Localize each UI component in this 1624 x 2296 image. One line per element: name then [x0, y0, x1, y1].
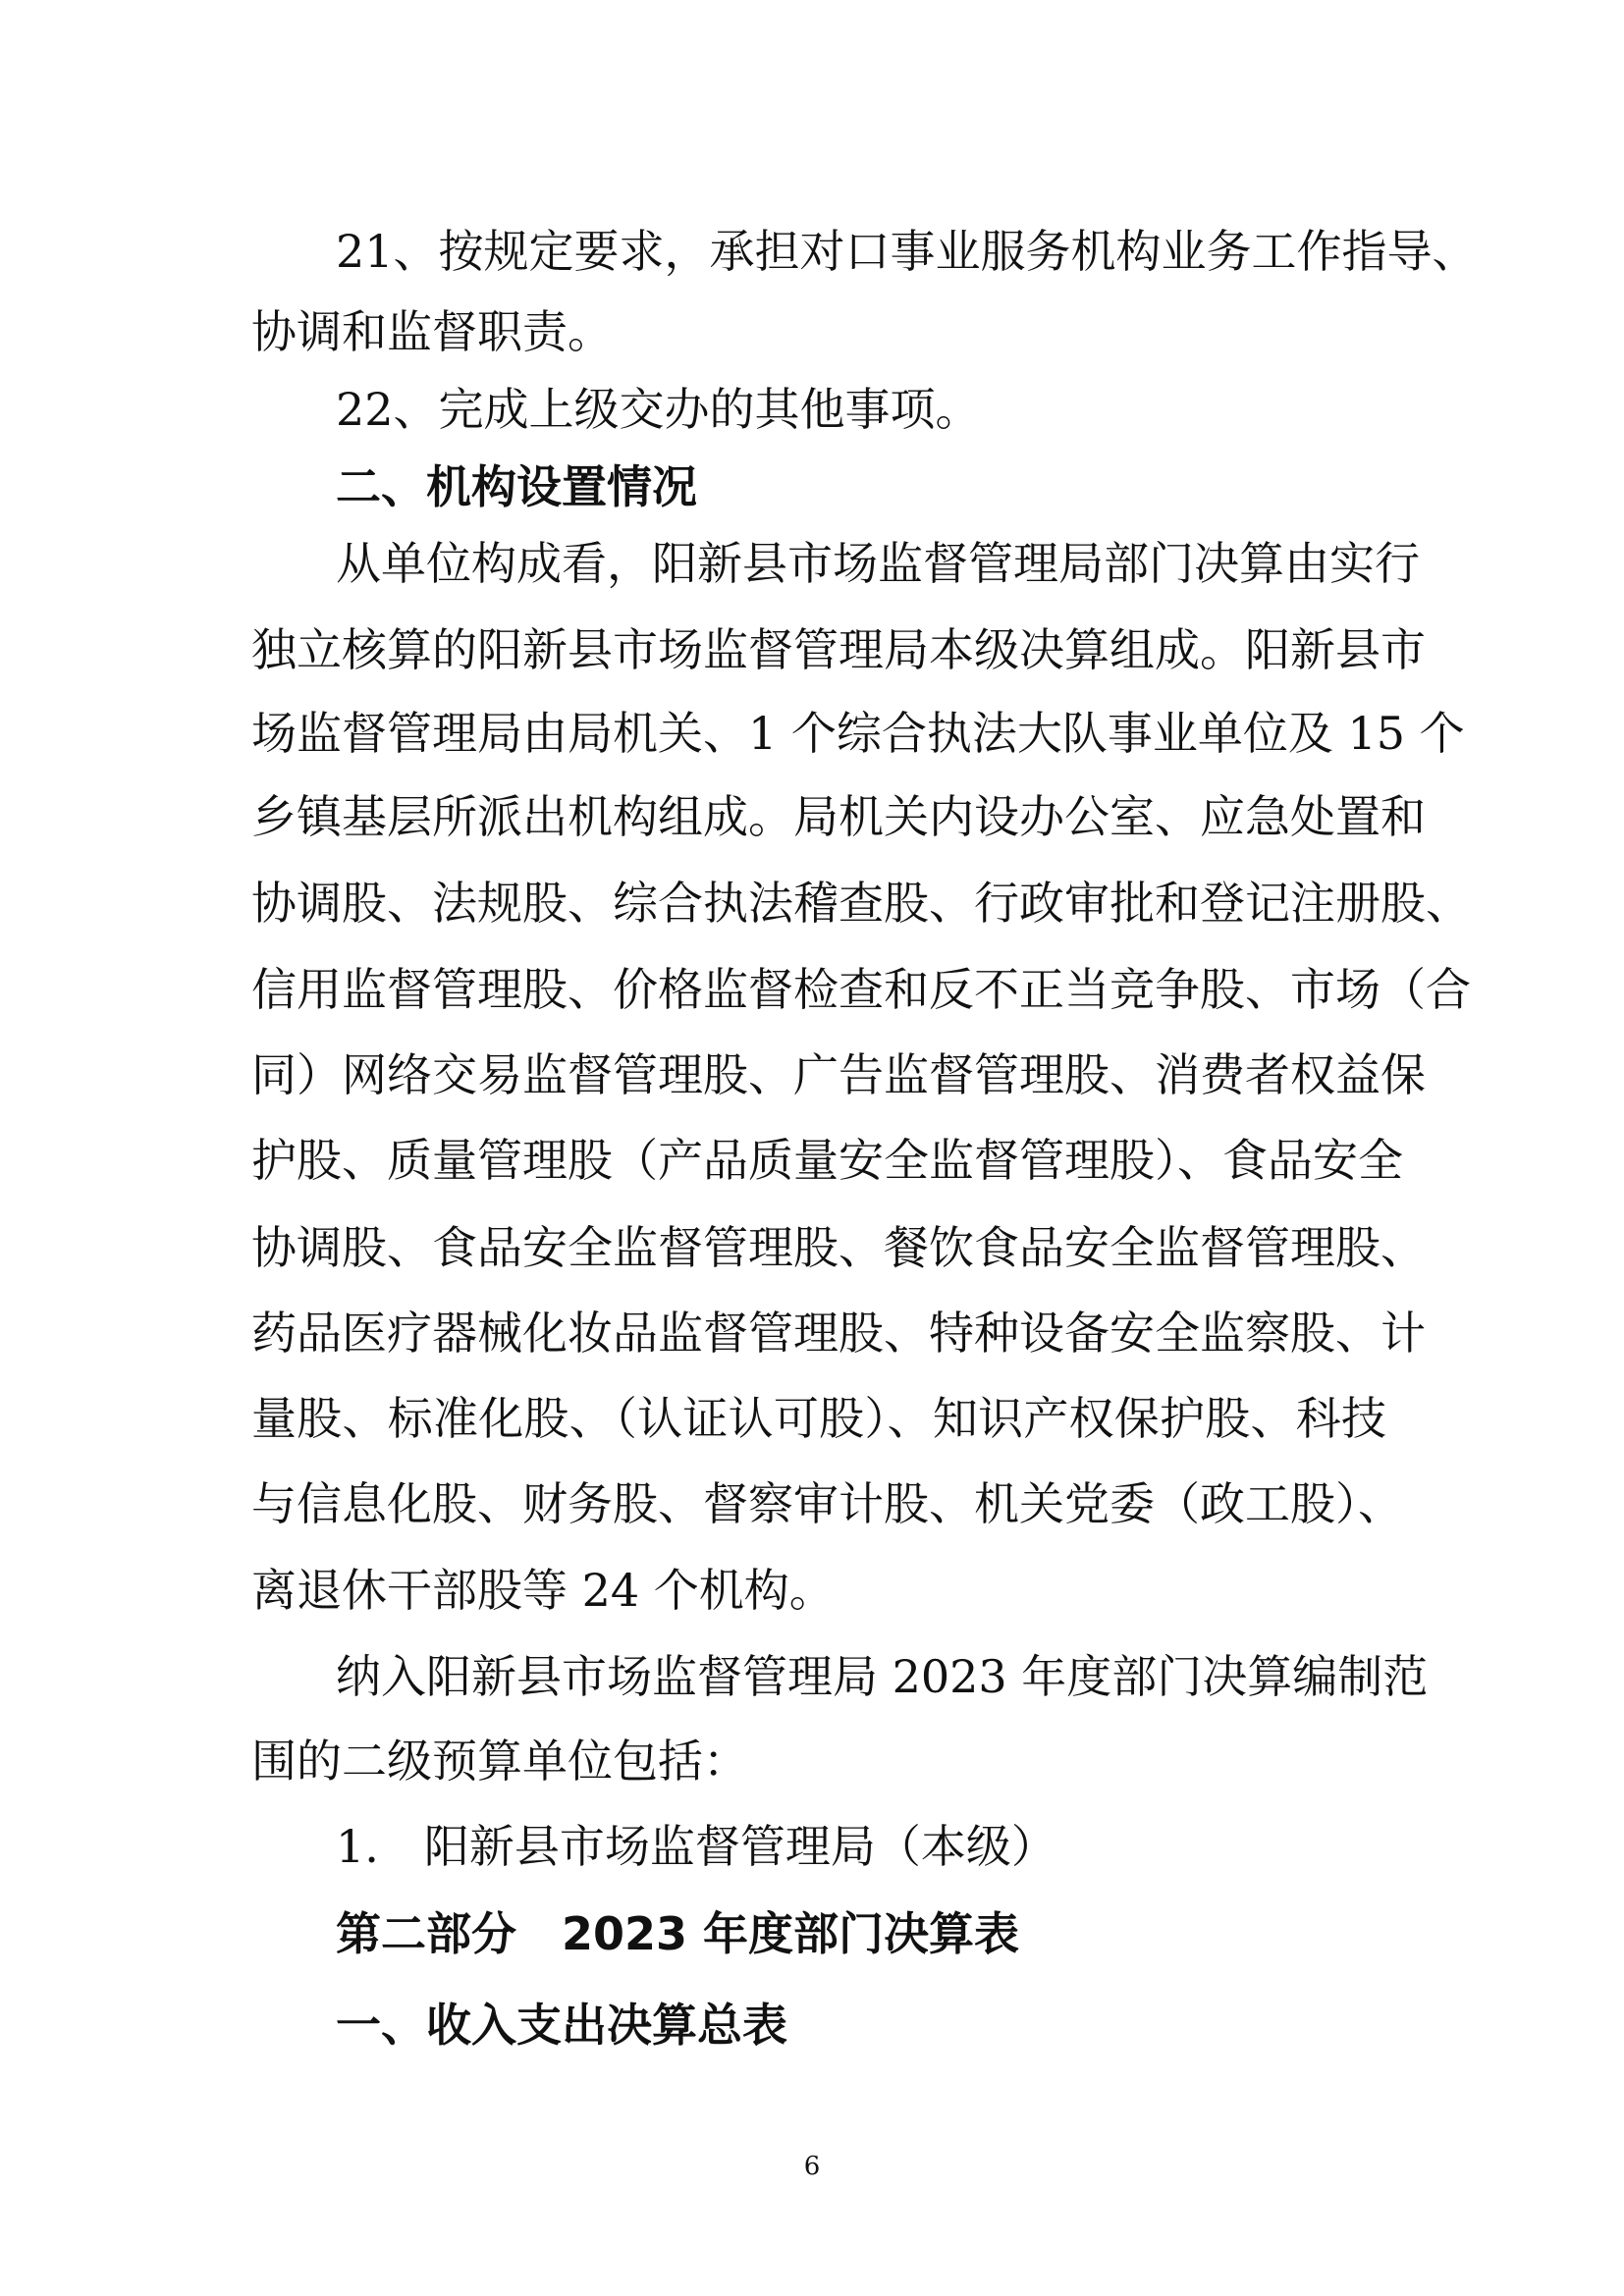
- units-line-1: 从单位构成看，阳新县市场监督管理局部门决算由实行: [336, 537, 1420, 590]
- page-number: 6: [803, 2152, 821, 2181]
- units-line-7: 同）网络交易监督管理股、广告监督管理股、消费者权益保: [251, 1048, 1426, 1101]
- scope-line-1: 纳入阳新县市场监督管理局 2023 年度部门决算编制范: [336, 1650, 1429, 1703]
- units-line-2: 独立核算的阳新县市场监督管理局本级决算组成。阳新县市: [251, 623, 1426, 676]
- units-line-8: 护股、质量管理股（产品质量安全监督管理股）、食品安全: [251, 1134, 1403, 1187]
- units-line-3: 场监督管理局由局机关、1 个综合执法大队事业单位及 15 个: [251, 707, 1465, 760]
- units-line-11: 量股、标准化股、（认证认可股）、知识产权保护股、科技: [251, 1392, 1386, 1445]
- list-item-1: 1. 阳新县市场监督管理局（本级）: [336, 1820, 1056, 1873]
- p22-line-1: 22、完成上级交办的其他事项。: [336, 383, 981, 436]
- units-line-6: 信用监督管理股、价格监督检查和反不正当竞争股、市场（合: [251, 963, 1471, 1016]
- p21-line-1: 21、按规定要求，承担对口事业服务机构业务工作指导、: [336, 225, 1478, 278]
- scope-line-2: 围的二级预算单位包括：: [251, 1735, 748, 1788]
- heading-income-expense-table: 一、收入支出决算总表: [336, 1999, 787, 2052]
- units-line-9: 协调股、食品安全监督管理股、餐饮食品安全监督管理股、: [251, 1221, 1426, 1274]
- units-line-4: 乡镇基层所派出机构组成。局机关内设办公室、应急处置和: [251, 790, 1426, 843]
- units-line-10: 药品医疗器械化妆品监督管理股、特种设备安全监察股、计: [251, 1307, 1426, 1360]
- heading-part-two: 第二部分 2023 年度部门决算表: [336, 1907, 1020, 1960]
- units-line-12: 与信息化股、财务股、督察审计股、机关党委（政工股）、: [251, 1477, 1403, 1530]
- heading-org-setup: 二、机构设置情况: [336, 460, 697, 513]
- units-line-5: 协调股、法规股、综合执法稽查股、行政审批和登记注册股、: [251, 877, 1471, 930]
- p21-line-2: 协调和监督职责。: [251, 305, 613, 358]
- units-line-13: 离退休干部股等 24 个机构。: [251, 1564, 835, 1617]
